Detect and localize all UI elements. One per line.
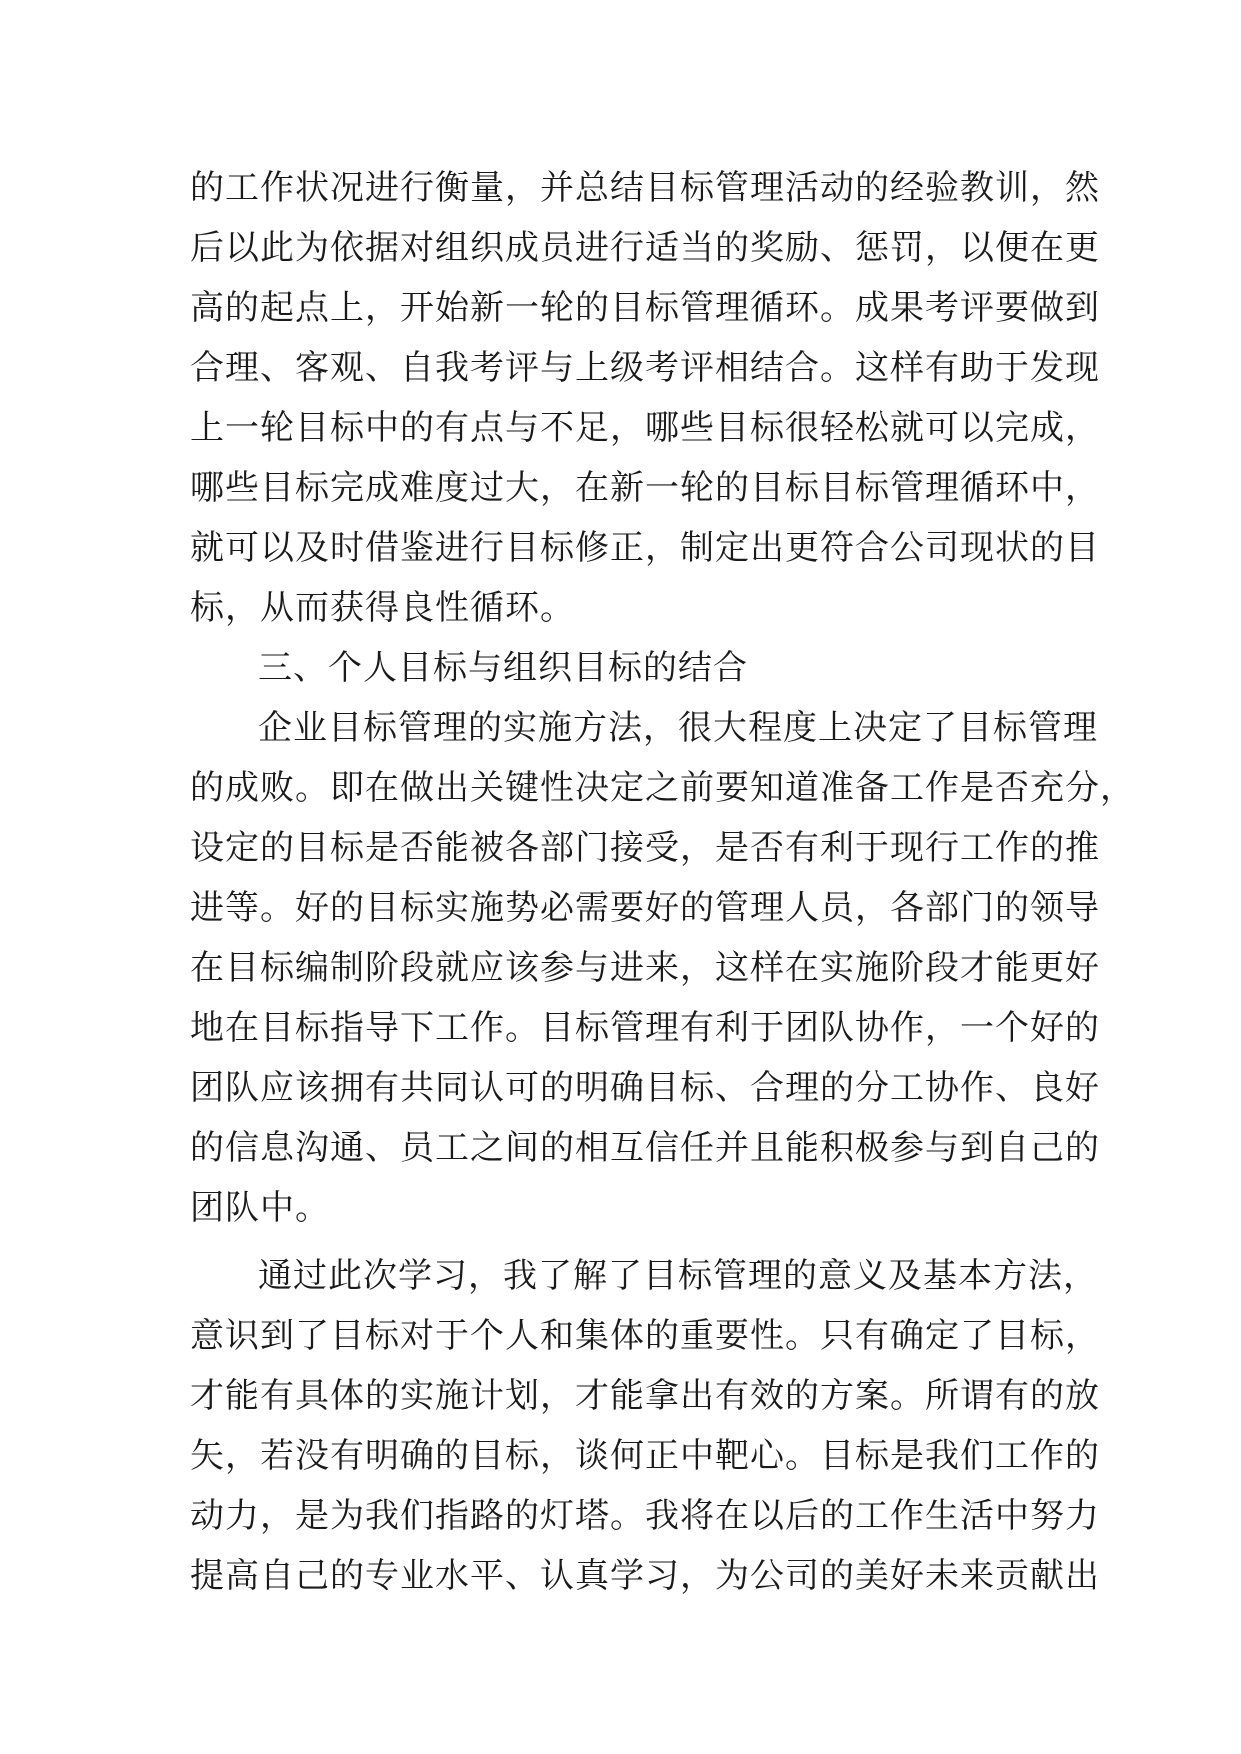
paragraph-conclusion [190,1246,1100,1606]
text-line: 动力，是为我们指路的灯塔。我将在以后的工作生活中努力 [190,1496,1100,1536]
text-line: 提高自己的专业水平、认真学习，为公司的美好未来贡献出 [190,1556,1100,1596]
paragraph-spacer [190,1238,1060,1246]
text-line: 在目标编制阶段就应该参与进来，这样在实施阶段才能更好 [190,948,1100,988]
text-line: 团队中。 [190,1188,330,1228]
text-line: 标，从而获得良性循环。 [190,588,575,628]
text-line: 后以此为依据对组织成员进行适当的奖励、惩罚，以便在更 [190,228,1100,268]
paragraph-continuation [190,158,1100,638]
text-line: 意识到了目标对于个人和集体的重要性。只有确定了目标， [190,1316,1100,1356]
text-line: 地在目标指导下工作。目标管理有利于团队协作，一个好的 [190,1008,1100,1048]
text-line: 设定的目标是否能被各部门接受，是否有利于现行工作的推 [190,828,1100,868]
text-line: 企业目标管理的实施方法，很大程度上决定了目标管理 [258,708,1098,748]
text-line: 哪些目标完成难度过大，在新一轮的目标目标管理循环中， [190,468,1100,508]
text-line: 矢，若没有明确的目标，谈何正中靶心。目标是我们工作的 [190,1436,1100,1476]
document-body [190,158,1135,1606]
text-line: 的工作状况进行衡量，并总结目标管理活动的经验教训，然 [190,168,1100,208]
text-line: 的成败。即在做出关键性决定之前要知道准备工作是否充分， [190,768,1135,808]
section-heading: 三、个人目标与组织目标的结合 [258,648,748,688]
paragraph-implementation [190,698,1135,1238]
text-line: 高的起点上，开始新一轮的目标管理循环。成果考评要做到 [190,288,1100,328]
text-line: 就可以及时借鉴进行目标修正，制定出更符合公司现状的目 [190,528,1100,568]
text-line: 合理、客观、自我考评与上级考评相结合。这样有助于发现 [190,348,1100,388]
text-line: 通过此次学习，我了解了目标管理的意义及基本方法， [258,1256,1098,1296]
text-line: 才能有具体的实施计划，才能拿出有效的方案。所谓有的放 [190,1376,1100,1416]
text-line: 团队应该拥有共同认可的明确目标、合理的分工协作、良好 [190,1068,1100,1108]
text-line: 的信息沟通、员工之间的相互信任并且能积极参与到自己的 [190,1128,1100,1168]
text-line: 上一轮目标中的有点与不足，哪些目标很轻松就可以完成， [190,408,1100,448]
text-line: 进等。好的目标实施势必需要好的管理人员，各部门的领导 [190,888,1100,928]
